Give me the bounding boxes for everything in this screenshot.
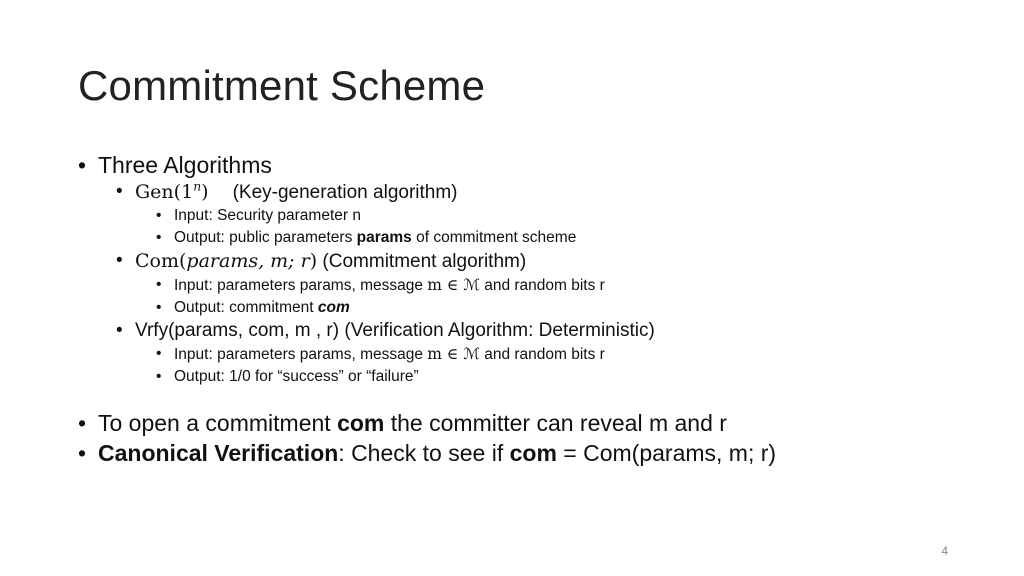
com-input-post: and random bits r xyxy=(479,277,605,294)
bullet-open xyxy=(78,408,978,438)
bullet-dot-icon: • xyxy=(156,299,162,316)
canonical-mid: : Check to see if xyxy=(338,440,510,466)
vrfy-input-post: and random bits r xyxy=(479,346,605,363)
bullet-dot-icon: • xyxy=(116,181,123,202)
canonical-bold2: com xyxy=(509,440,557,466)
bullet-gen-input xyxy=(78,205,978,227)
com-args: params, m; r xyxy=(186,250,310,272)
com-description: (Commitment algorithm) xyxy=(317,251,527,272)
bullet-dot-icon: • xyxy=(78,410,87,436)
gen-output-post: of commitment scheme xyxy=(411,229,577,246)
bullet-com-input xyxy=(78,274,978,297)
gen-output-bold: params xyxy=(356,229,412,246)
bullet-dot-icon: • xyxy=(156,368,162,385)
bullet-dot-icon: • xyxy=(156,229,162,246)
bullet-com-output xyxy=(78,297,978,319)
com-input-pre: Input: parameters params, message xyxy=(174,277,428,294)
bullet-vrfy-output xyxy=(78,366,978,388)
com-output-pre: Output: commitment xyxy=(174,299,318,316)
gen-description: (Key-generation algorithm) xyxy=(232,182,458,203)
bullet-dot-icon: • xyxy=(116,320,123,341)
canonical-post: = Com(params, m; r) xyxy=(556,440,777,466)
com-output-bold-italic: com xyxy=(317,299,350,316)
open-bold: com xyxy=(337,410,385,436)
page-number: 4 xyxy=(941,544,948,558)
bullet-vrfy-input xyxy=(78,343,978,366)
bullet-dot-icon: • xyxy=(156,207,162,224)
open-post: the committer can reveal m and r xyxy=(384,410,727,436)
com-name: Com xyxy=(135,250,179,272)
gen-name: Gen xyxy=(135,181,174,203)
com-input-math: m ∈ ℳ xyxy=(427,276,480,294)
vrfy-input-math: m ∈ ℳ xyxy=(427,345,480,363)
spacer xyxy=(78,388,978,408)
slide-body xyxy=(78,150,978,468)
bullet-com xyxy=(78,249,978,274)
gen-output-pre: Output: public parameters xyxy=(174,229,357,246)
bullet-dot-icon: • xyxy=(156,276,162,293)
vrfy-signature: Vrfy(params, com, m , r) (Verification Algorithm: Deterministic) xyxy=(135,320,655,341)
open-pre: To open a commitment xyxy=(98,410,338,436)
gen-arg-base: 1 xyxy=(181,181,194,203)
slide-title: Commitment Scheme xyxy=(78,62,486,109)
bullet-gen-output xyxy=(78,227,978,249)
vrfy-input-pre: Input: parameters params, message xyxy=(174,346,428,363)
gen-arg-exp: n xyxy=(193,179,202,194)
bullet-dot-icon: • xyxy=(78,152,87,178)
vrfy-output-text: Output: 1/0 for “success” or “failure” xyxy=(174,368,419,385)
bullet-dot-icon: • xyxy=(78,440,87,466)
gen-input-text: Input: Security parameter n xyxy=(174,207,361,224)
canonical-bold: Canonical Verification xyxy=(98,440,339,466)
bullet-vrfy xyxy=(78,319,978,343)
bullet-canonical xyxy=(78,438,978,468)
bullet-dot-icon: • xyxy=(156,345,162,362)
com-signature: Com(params, m; r) xyxy=(135,250,318,272)
bullet-dot-icon: • xyxy=(116,250,123,271)
bullet-gen xyxy=(78,180,978,205)
bullet-text: Three Algorithms xyxy=(98,152,272,178)
gen-signature: Gen(1$^n$) xyxy=(135,179,209,203)
bullet-three-algorithms xyxy=(78,150,978,180)
